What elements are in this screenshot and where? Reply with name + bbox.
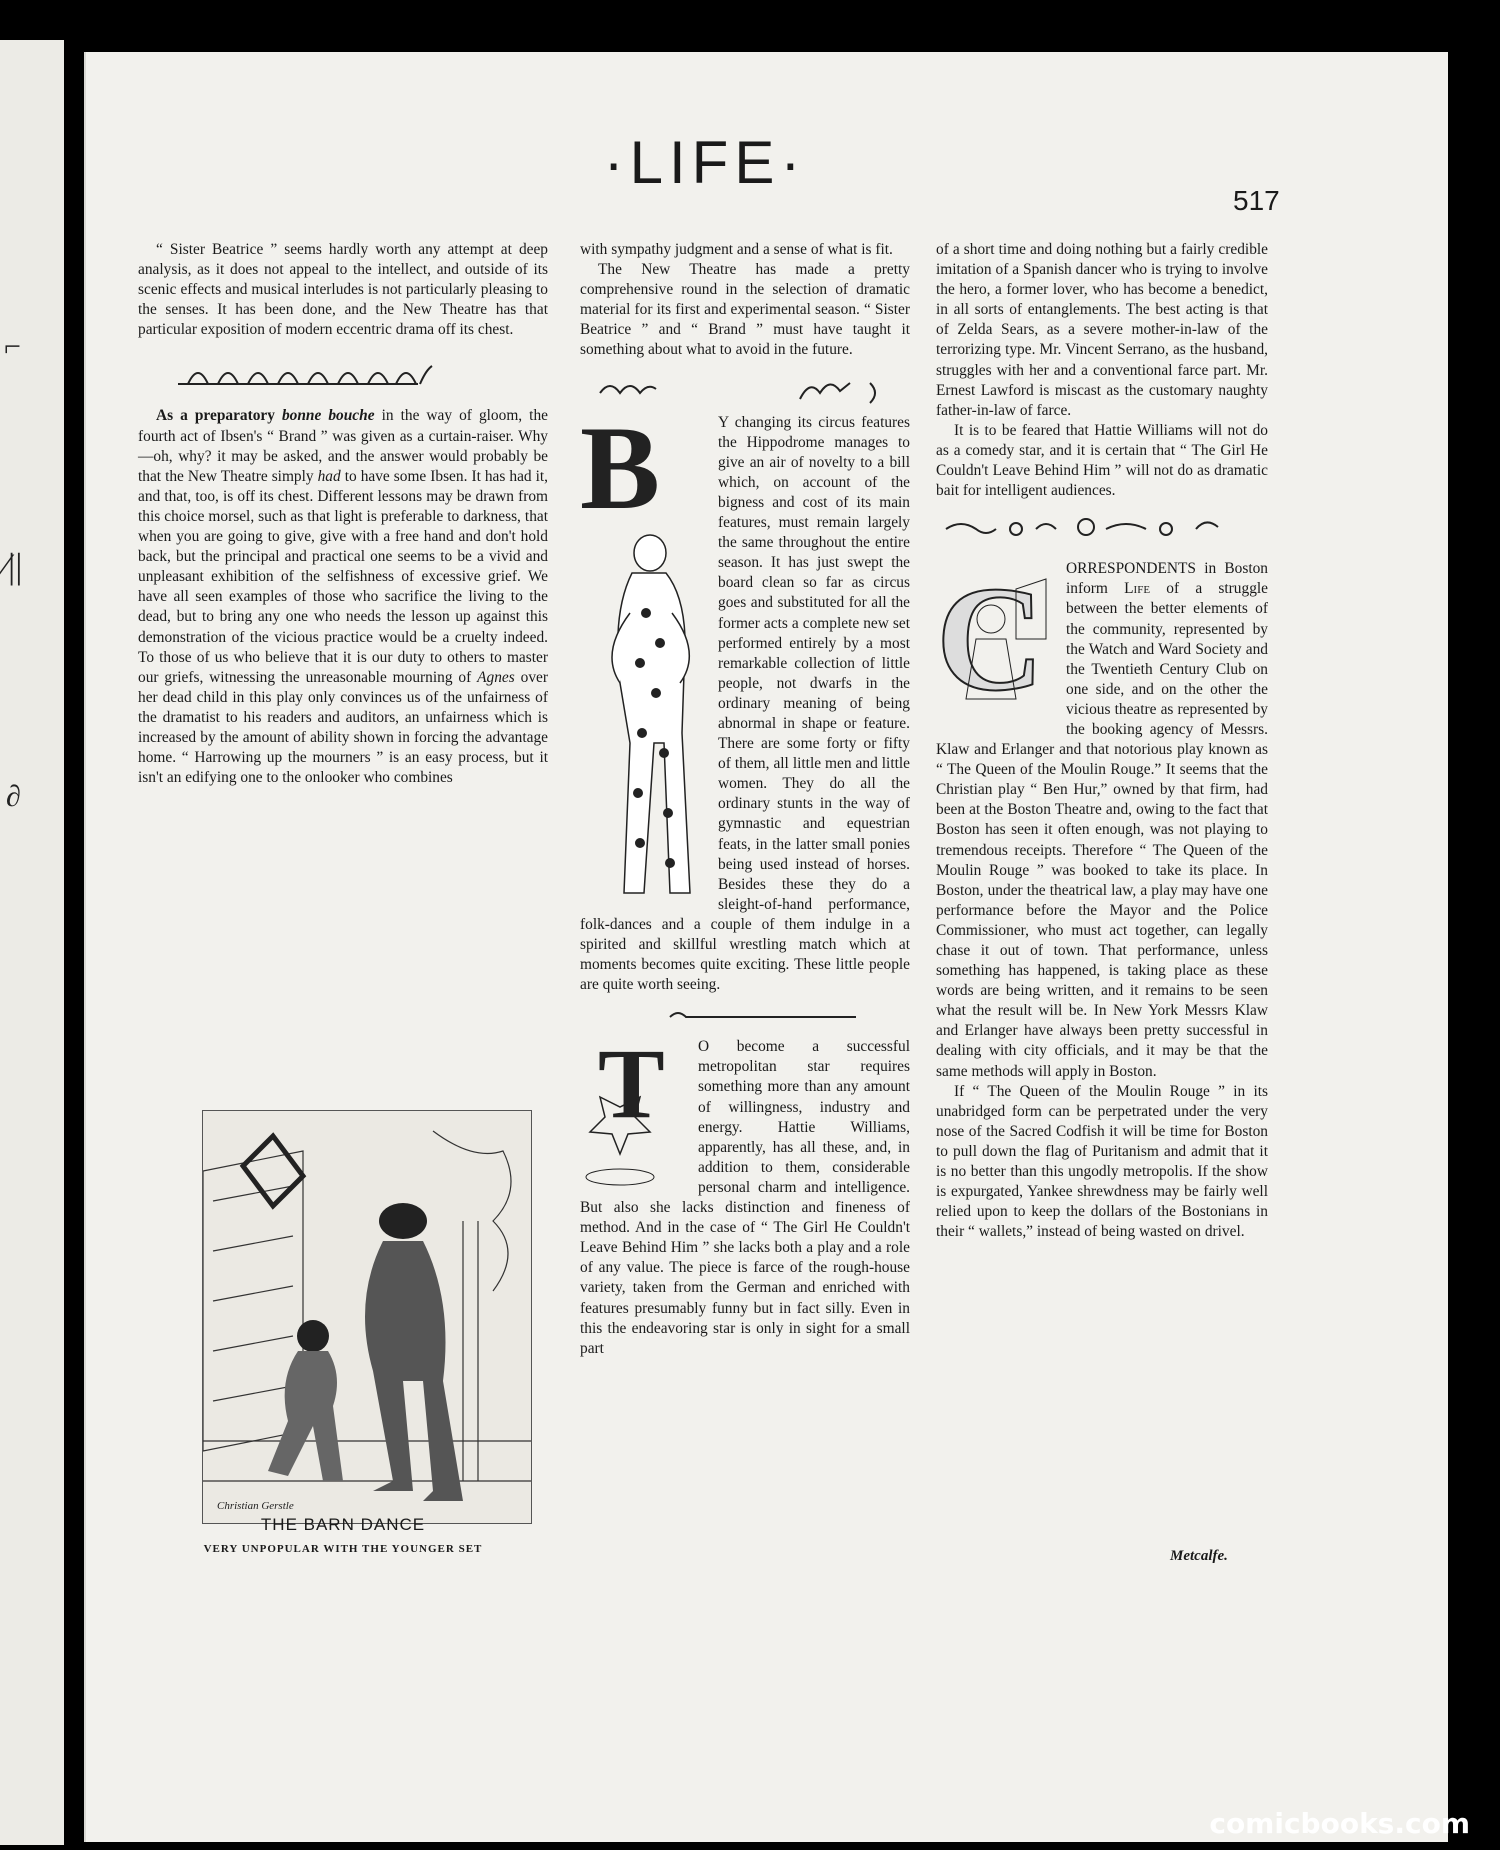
paragraph: The New Theatre has made a pretty comprehensive round in the selection of dramatic material for its first and experimental season. “ Sister Beatrice ” and “ Brand ” must have taught it something about what to avoid in the future. — [580, 261, 910, 359]
paragraph: of a short time and doing nothing but a fairly credible imitation of a Spanish dancer who is trying to involve the hero, a former lover, who has become a benedict, in all sorts of entanglements. The best acting is that of Zelda Sears, as a severe mother-in-law of the terrorizing type. Mr. Vincent Serrano, as the husband, struggles with her and a conventional farce part. Mr. Ernest Lawford is miscast as the customary naughty father-in-law of farce. — [936, 241, 1268, 419]
correspondent-illustration — [936, 559, 1066, 729]
column-2 — [580, 240, 910, 1359]
masthead: ·LIFE· — [603, 129, 807, 196]
dropcap-t: T — [598, 1037, 665, 1140]
column-3 — [936, 240, 1268, 1242]
paragraph: O become a successful metropolitan star requires something more than any amount of willingness, industry and energy. Hattie Williams, apparently, has all these, and, in addition to them, considerable personal charm and intelligence. But also she lacks distinction and fineness of method. And in the case of “ The Girl He Couldn't Leave Behind Him ” she lacks both a play and a role of any value. The piece is farce of the rough-house variety, taken from the German and enriched with features presumably funny but in fact silly. Even in this the endeavoring star is only in sight for a small part — [580, 1038, 910, 1357]
ornament-divider — [936, 511, 1268, 545]
illustrator-signature: Christian Gerstle — [217, 1500, 294, 1512]
paragraph: As a preparatory bonne bouche in the way of gloom, the fourth act of Ibsen's “ Brand ” was given as a curtain-raiser. Why—oh, why? it may be asked, and the answer would probably be that the New Theatre simply had to have some Ibsen. It has had it, and that, too, is off its chest. Different lessons may be drawn from this choice morsel, such as that light is preferable to darkness, that when you are going to give, give with a free hand and don't hold back, but the principal and practical one seems to be a vivid and unpleasant exhibition of the selfishness of excessive grief. We have all seen examples of those who sacrifice the living to the dead, but to bring any one who needs the lesson up against this demonstration of the vicious practice would be a cruelty indeed. To those of us who believe that it is our duty to others to master our griefs, witnessing the unreasonable mourning of Agnes over her dead child in this play only convinces us of the unfairness of the dramatist to his readers and auditors, an unfairness which is increased by the amount of ability shown in forcing the advantage home. “ Harrowing up the mourners ” is an easy process, but it isn't an edifying one to the onlooker who combines — [138, 407, 549, 787]
star-illustration — [580, 1037, 698, 1187]
paragraph: If “ The Queen of the Moulin Rouge ” in its unabridged form can be perpetrated under the very nose of the Sacred Codfish it will be time for Boston to pull down the flag of Puritanism and admit that it is no better than this ungodly metropolis. If the show is expurgated, Yankee shrewdness may be fairly well relied upon to keep the dollars of the Bostonians in their “ wallets,” instead of being wasted on drivel. — [936, 1082, 1268, 1241]
paragraph: Y changing its circus features the Hippodrome manages to give an air of novelty to a bill which, on account of the bigness and cost of its main features, must remain largely the same throughout the entire season. It has just swept the board clean so far as circus goes and substituted for all the former acts a complete new set performed entirely by a most remarkable collection of little people, not dwarfs in the ordinary meaning of being abnormal in shape or feature. There are some forty or fifty of them, all little men and little women. They do all the ordinary stunts in the way of gymnastic and equestrian feats, in the latter small ponies being used instead of horses. Besides these they do a sleight-of-hand performance, folk-dances and a couple of them indulge in a spirited and skillful wrestling match which at moments becomes quite exciting. These little people are quite worth seeing. — [580, 413, 910, 994]
edge-mark: ∂ — [6, 780, 21, 813]
watermark: comicbooks.com — [1209, 1807, 1470, 1840]
dropcap-b: B — [580, 412, 661, 534]
ornament-divider — [580, 371, 910, 407]
clown-illustration — [580, 413, 718, 913]
ornament-divider — [580, 1005, 910, 1029]
ornament-divider — [138, 352, 548, 392]
author-signature: Metcalfe. — [1170, 1548, 1228, 1564]
column-1 — [138, 240, 548, 788]
page-number: 517 — [1233, 185, 1280, 216]
edge-mark: ⌐ — [4, 330, 21, 363]
paragraph: ORRESPONDENTS in Boston inform Life of a struggle between the better elements of the community, represented by the Watch and Ward Society and the Twentieth Century Club on one side, and on the other the vicious theatre as represented by the booking agency of Messrs. Klaw and Erlanger and that notorious play known as “ The Queen of the Moulin Rouge.” It seems that the Christian play “ Ben Hur,” owned by that firm, had been at the Boston Theatre and, owing to the fact that Boston has seen it often enough, was not playing to tremendous receipts. Therefore “ The Queen of the Moulin Rouge ” was booked to take its place. In Boston, under the theatrical law, a play may have one performance before the Mayor and the Police Commissioner, who must act together, can legally chase it out of town. That performance, unless something has happened, is taking place as these words are being written, and it remains to be seen what the result will be. In New York Messrs Klaw and Erlanger have always been pretty successful in dealing with city officials, and it may be that the same methods will apply in Boston. — [936, 560, 1268, 1080]
edge-mark: ⁄|| — [2, 546, 23, 586]
paragraph: with sympathy judgment and a sense of what is fit. — [580, 241, 893, 258]
barn-dance-illustration — [202, 1110, 532, 1524]
adjacent-page-edge — [0, 40, 64, 1845]
paragraph: It is to be feared that Hattie Williams will not do as a comedy star, and it is certain that “ The Girl He Couldn't Leave Behind Him ” will not do as dramatic bait for intelligent audiences. — [936, 421, 1268, 500]
caption-subtitle: VERY UNPOPULAR WITH THE YOUNGER SET — [203, 1543, 483, 1555]
paragraph: “ Sister Beatrice ” seems hardly worth any attempt at deep analysis, as it does not appeal to the intellect, and outside of its scenic effects and musical interludes is not particularly pleasing to the senses. It has been done, and the New Theatre has that particular exposition of modern eccentric drama off its chest. — [138, 241, 548, 339]
dropcap-c: C — [936, 559, 1045, 723]
illustration-caption — [138, 1515, 548, 1555]
caption-title: THE BARN DANCE — [260, 1515, 426, 1534]
